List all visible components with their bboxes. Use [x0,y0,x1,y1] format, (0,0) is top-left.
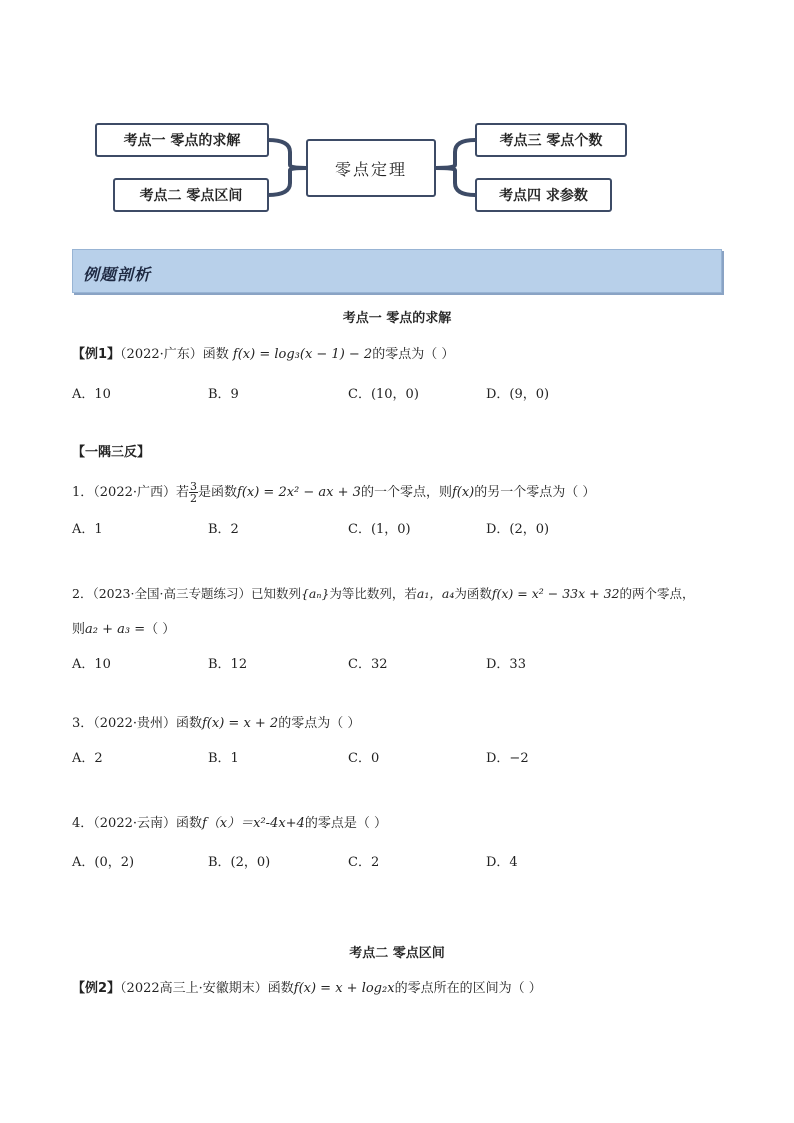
example2-expr: f(x) = x + log₂x [293,981,395,996]
q3-expr: f(x) = x + 2 [202,716,279,731]
mindmap-node-point1: 考点一 零点的求解 [95,123,269,157]
q2-suffix: 的两个零点， [619,586,695,601]
example1-source: （2022·广东）函数 [120,347,229,362]
banner-title: 例题剖析 [83,265,152,284]
q3-option-a[interactable]: A．2 [72,751,103,766]
q1-fraction [189,481,198,504]
example1-option-c[interactable]: C．(10，0) [348,387,419,402]
q2-expr2: a₁，a₄ [416,586,455,601]
section-banner [72,249,722,293]
q4-question [72,815,387,833]
q3-option-d[interactable]: D．−2 [486,751,529,766]
q1-expr2: f(x) [451,485,475,500]
q1-question [72,480,595,506]
q4-suffix: 的零点是（ ） [304,816,387,831]
example1-expr: f(x) = log₃(x − 1) − 2 [232,347,373,362]
q2-mid2: 为函数 [454,586,492,601]
example2-question [72,980,542,998]
example2-suffix: 的零点所在的区间为（ ） [394,981,542,996]
q2-option-a[interactable]: A．10 [72,657,111,672]
q4-option-d[interactable]: D．4 [486,855,518,870]
q2-option-b[interactable]: B．12 [208,657,248,672]
q4-option-c[interactable]: C．2 [348,855,380,870]
q1-mid2: 的一个零点，则 [360,485,452,500]
mindmap-node-point3: 考点三 零点个数 [475,123,627,157]
mindmap-node-point4: 考点四 求参数 [475,178,612,212]
q2-line2-suffix: （ ） [145,622,176,637]
example1-option-a[interactable]: A．10 [72,387,111,402]
q3-option-c[interactable]: C．0 [348,751,380,766]
q1-mid: 是函数 [198,485,238,500]
q2-expr3: f(x) = x² − 33x + 32 [491,586,620,601]
example1-option-d[interactable]: D．(9，0) [486,387,550,402]
q3-question [72,715,360,733]
example2-source: （2022高三上·安徽期末）函数 [120,981,294,996]
section1-heading: 考点一 零点的求解 [342,311,452,326]
section2-heading: 考点二 零点区间 [349,946,445,961]
q4-expr: f（x）＝x²-4x+4 [202,816,305,831]
q1-prefix: 1．（2022·广西）若 [72,485,189,500]
example2-tag: 【例2】 [72,981,121,996]
q1-option-a[interactable]: A．1 [72,522,103,537]
q2-question-line1 [72,585,695,603]
q2-line2-prefix: 则 [72,622,86,637]
q1-option-b[interactable]: B．2 [208,522,239,537]
example1-suffix: 的零点为（ ） [372,347,455,362]
q1-frac-den: 2 [190,492,197,505]
q4-prefix: 4．（2022·云南）函数 [72,816,202,831]
q3-option-b[interactable]: B．1 [208,751,239,766]
practice-heading: 【一隅三反】 [72,445,151,460]
q2-prefix: 2．（2023·全国·高三专题练习）已知数列 [72,586,301,601]
q2-option-d[interactable]: D．33 [486,657,526,672]
q3-prefix: 3．（2022·贵州）函数 [72,716,202,731]
q1-suffix: 的另一个零点为（ ） [474,485,596,500]
q4-option-b[interactable]: B．(2，0) [208,855,271,870]
q4-option-a[interactable]: A．(0，2) [72,855,135,870]
q2-question-line2 [72,621,175,639]
q2-option-c[interactable]: C．32 [348,657,388,672]
example1-option-b[interactable]: B．9 [208,387,239,402]
q3-suffix: 的零点为（ ） [278,716,361,731]
q2-expr1: {aₙ} [300,586,330,601]
q1-option-d[interactable]: D．(2，0) [486,522,550,537]
example1-question [72,346,454,364]
q1-option-c[interactable]: C．(1，0) [348,522,411,537]
mindmap-node-point2: 考点二 零点区间 [113,178,269,212]
q2-mid: 为等比数列，若 [329,586,417,601]
example1-tag: 【例1】 [72,347,121,362]
q1-expr: f(x) = 2x² − ax + 3 [237,485,361,500]
q2-line2-expr: a₂ + a₃ = [85,622,146,637]
q1-frac-num: 3 [190,480,197,493]
mindmap-center-node: 零点定理 [306,139,436,197]
